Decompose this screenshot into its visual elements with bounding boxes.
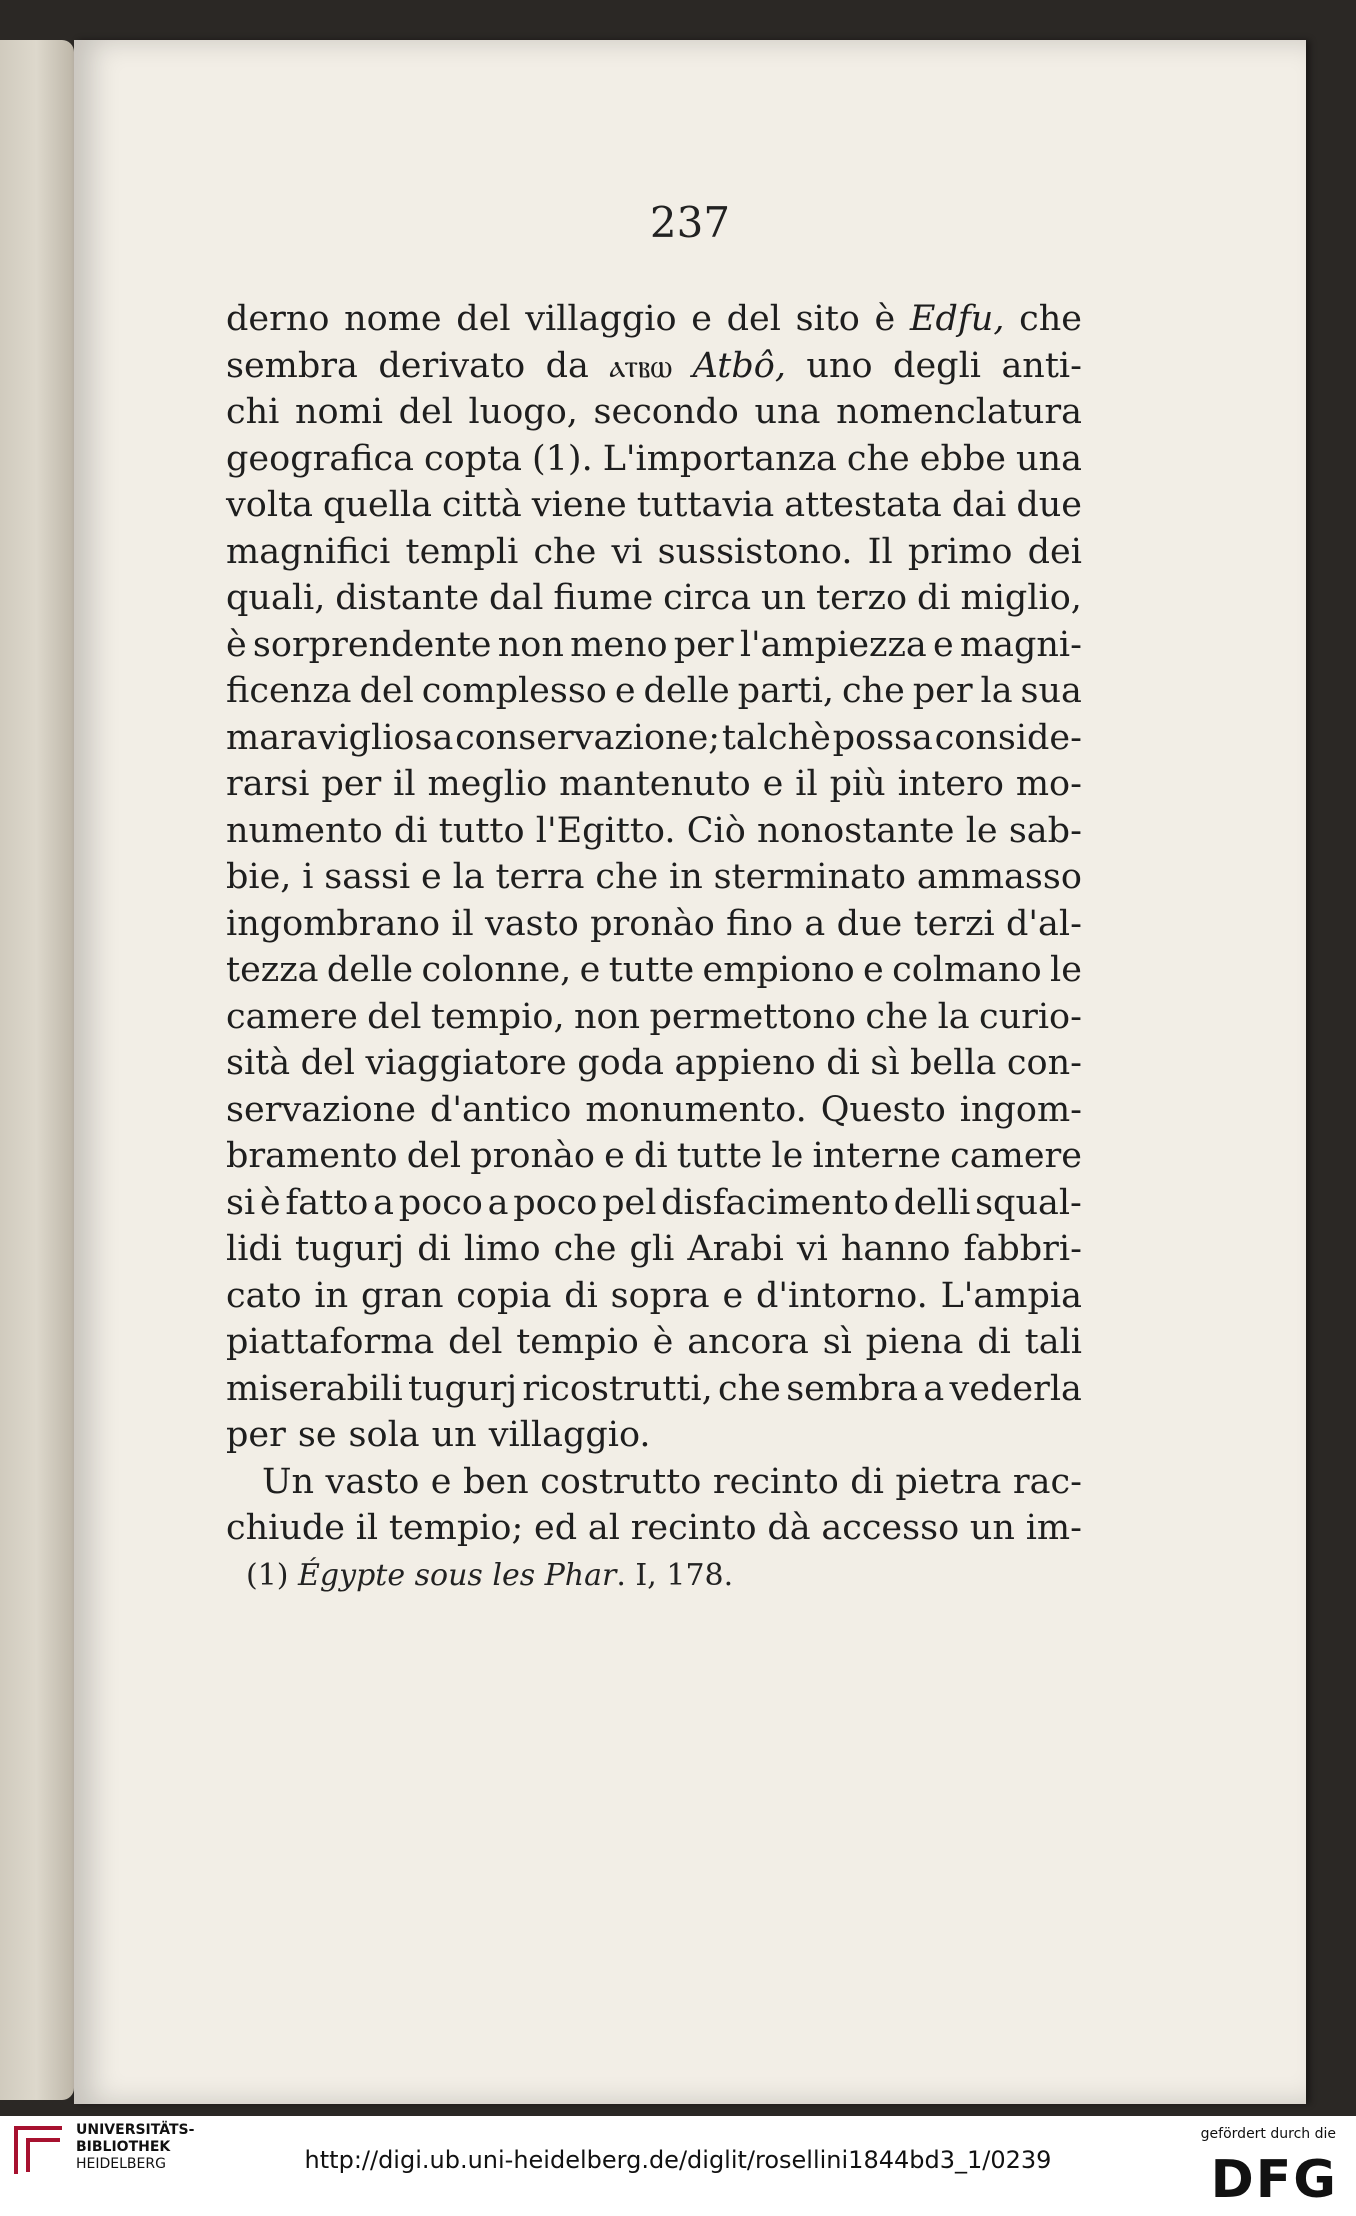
word: del [359, 671, 414, 711]
word: una [1015, 438, 1082, 479]
word: a [923, 1368, 945, 1409]
word: vasto [485, 903, 579, 944]
word: una [754, 392, 821, 432]
word: recinto [630, 1508, 757, 1548]
word: appieno [674, 1043, 816, 1083]
word: sorprendente [252, 624, 492, 665]
word: sembra [226, 345, 358, 386]
word: Arabi [687, 1229, 784, 1269]
word: hanno [840, 1229, 951, 1269]
text-line [226, 1226, 1082, 1273]
word: nomi [294, 392, 383, 432]
word: i [302, 857, 314, 897]
word: il [451, 903, 474, 944]
word: geografica [226, 438, 415, 479]
word: fino [726, 903, 794, 944]
word: magnifici [226, 531, 391, 572]
word: primo [907, 531, 1013, 572]
word: quali, [226, 578, 326, 618]
text-line [226, 296, 1082, 343]
word: e [762, 764, 784, 804]
word: (1). [532, 438, 593, 479]
word: nomenclatura [836, 392, 1082, 432]
footnote [246, 1558, 733, 1593]
word: possa [832, 717, 933, 758]
word: L'importanza [602, 438, 837, 479]
word: sua [1020, 671, 1082, 711]
word: sterminato [713, 857, 906, 897]
word: conservazione; [455, 717, 721, 758]
text-line [226, 575, 1082, 622]
text-line [226, 1505, 1082, 1552]
word: delle [643, 671, 730, 711]
text-line [226, 1180, 1082, 1227]
word: monumento. [585, 1089, 807, 1130]
word: gran [360, 1275, 444, 1316]
word: rac- [1012, 1461, 1082, 1502]
word: Il [867, 531, 893, 572]
word: di [564, 1275, 598, 1316]
word: un [431, 1415, 477, 1455]
word: Atbô, [692, 345, 786, 386]
word: tuttavia [636, 485, 775, 525]
word: sità [226, 1043, 291, 1083]
word: per [673, 624, 734, 665]
dfg-logo: DFG [1210, 2150, 1338, 2210]
word: e [722, 1275, 744, 1316]
word: in [314, 1275, 349, 1316]
word: sola [348, 1415, 420, 1455]
page-number: 237 [649, 198, 731, 247]
word: L'ampia [940, 1275, 1082, 1316]
word: camere [950, 1136, 1082, 1176]
word: terra [495, 857, 585, 897]
word: parti, [737, 671, 835, 711]
word: nome [344, 299, 442, 339]
book-page [74, 40, 1306, 2104]
word: il [795, 764, 818, 804]
text-line [226, 808, 1082, 855]
word: poco [513, 1182, 598, 1223]
word: quella [323, 485, 432, 525]
word: di [977, 1322, 1011, 1362]
word: villaggio [525, 299, 677, 339]
word: di [417, 1229, 451, 1269]
word: la [937, 996, 970, 1037]
text-line [226, 901, 1082, 948]
word: permettono [649, 996, 857, 1037]
left-page-fragment [0, 1454, 1, 1484]
word: che [553, 1229, 617, 1269]
word: sembra [786, 1368, 919, 1409]
word: pronào [590, 903, 715, 944]
text-line [226, 1133, 1082, 1180]
word: terzo [816, 578, 908, 618]
word: squal- [975, 1182, 1082, 1223]
word: di [393, 810, 428, 851]
word: vi [611, 531, 643, 572]
word: fatto [285, 1182, 369, 1223]
word: e [421, 857, 442, 897]
funded-by-label: gefördert durch die [1200, 2126, 1336, 2142]
word: l'Egitto. [535, 810, 676, 851]
text-line [226, 343, 1082, 390]
text-line [226, 994, 1082, 1041]
word: luogo, [468, 392, 578, 432]
word: conside- [934, 717, 1082, 758]
word: miserabili [226, 1368, 403, 1409]
word: del [448, 1322, 503, 1362]
word: derivato [378, 345, 526, 386]
word: mantenuto [559, 764, 751, 804]
word: in [669, 857, 703, 897]
word: servazione [226, 1089, 417, 1130]
text-line [226, 436, 1082, 483]
word: è [874, 299, 896, 339]
word: tezza [226, 950, 319, 990]
word: del [300, 1043, 355, 1083]
word: le [1050, 950, 1082, 990]
word: tugurj [407, 1368, 518, 1409]
text-line [226, 1366, 1082, 1413]
word: magni- [959, 624, 1082, 665]
text-line [226, 715, 1082, 762]
word: uno [806, 345, 873, 386]
word: del [398, 392, 453, 432]
word: sussistono. [657, 531, 853, 572]
word: tempio, [430, 996, 565, 1037]
word: circa [663, 578, 752, 618]
word: più [829, 764, 886, 804]
viewer-footer [0, 2116, 1356, 2216]
library-name-line: HEIDELBERG [76, 2156, 166, 2172]
word: che [846, 438, 910, 479]
word: distante [335, 578, 480, 618]
word: costrutto [540, 1461, 702, 1502]
word: sopra [610, 1275, 710, 1316]
word: a [804, 903, 826, 944]
word: attestata [784, 485, 942, 525]
word: a [373, 1182, 394, 1223]
word: sassi [324, 857, 411, 897]
word: chiude [226, 1508, 345, 1548]
word: nonostante [757, 810, 955, 851]
word: fabbri- [963, 1229, 1082, 1269]
word: goda [577, 1043, 664, 1083]
word: il [355, 1508, 379, 1548]
word: derno [226, 299, 330, 339]
word: di [826, 1043, 860, 1083]
word: colmano [892, 950, 1042, 990]
word: sì [870, 1043, 900, 1083]
word: dei [1027, 531, 1082, 572]
text-line [226, 1273, 1082, 1320]
word: poco [398, 1182, 483, 1223]
word: due [836, 903, 903, 944]
word: colonne, [421, 950, 572, 990]
word: ingom- [959, 1089, 1082, 1130]
word: la [452, 857, 485, 897]
text-line [226, 854, 1082, 901]
word: e [863, 950, 884, 990]
word: chi [226, 392, 280, 432]
word: gli [629, 1229, 675, 1269]
word: delli [893, 1182, 971, 1223]
word: sito [795, 299, 860, 339]
word: se [297, 1415, 337, 1455]
word: maravigliosa [226, 717, 454, 758]
word: che [1019, 299, 1082, 339]
permalink-url[interactable]: http://digi.ub.uni-heidelberg.de/diglit/rosellini1844bd3_1/0239 [304, 2146, 1052, 2174]
word: le [965, 810, 998, 851]
word: ficenza [226, 671, 352, 711]
word: da [545, 345, 589, 386]
word: fiume [553, 578, 654, 618]
word: ⲁⲧⲃⲱ [609, 346, 673, 385]
word: ricostrutti, [522, 1368, 713, 1409]
word: rarsi [226, 764, 310, 804]
word: complesso [421, 671, 607, 711]
word: Questo [820, 1089, 946, 1130]
word: vasto [325, 1461, 420, 1502]
word: volta [226, 485, 313, 525]
word: miglio, [960, 578, 1082, 618]
library-name-line: UNIVERSITÄTS- [76, 2122, 195, 2138]
word: ben [463, 1461, 529, 1502]
word: tempio; [388, 1508, 524, 1548]
word: pietra [895, 1461, 1002, 1502]
word: tutte [608, 950, 695, 990]
word: d'intorno. [756, 1275, 928, 1316]
text-line [226, 1040, 1082, 1087]
word: e [430, 1461, 452, 1502]
word: del [367, 996, 422, 1037]
word: non [573, 996, 641, 1037]
word: non [497, 624, 564, 665]
text-line [226, 668, 1082, 715]
text-line [226, 1319, 1082, 1366]
word: pronào [470, 1136, 595, 1176]
word: di [634, 1136, 668, 1176]
word: un [761, 578, 807, 618]
word: bramento [226, 1136, 398, 1176]
body-text [226, 296, 1082, 1552]
text-line [226, 482, 1082, 529]
word: tutto [438, 810, 525, 851]
word: intero [897, 764, 1004, 804]
word: talchè [721, 717, 831, 758]
word: pel [602, 1182, 657, 1223]
word: Un [262, 1461, 315, 1502]
word: delle [326, 950, 414, 990]
word: del [406, 1136, 462, 1176]
word: tugurj [295, 1229, 405, 1269]
word: degli [893, 345, 981, 386]
word: piena [865, 1322, 964, 1362]
word: di [850, 1461, 884, 1502]
word: e [579, 950, 601, 990]
word: le [771, 1136, 804, 1176]
word: Edfu, [909, 299, 1005, 339]
word: sì [822, 1322, 852, 1362]
text-line [226, 761, 1082, 808]
word: cato [226, 1275, 302, 1316]
word: viaggiatore [365, 1043, 567, 1083]
word: copia [456, 1275, 552, 1316]
word: curio- [978, 996, 1082, 1037]
text-line [226, 389, 1082, 436]
word: templi [405, 531, 519, 572]
word: che [595, 857, 659, 897]
word: la [980, 671, 1013, 711]
word: e [691, 299, 712, 339]
word: d'antico [429, 1089, 572, 1130]
word: lidi [226, 1229, 282, 1269]
word: per [321, 764, 382, 804]
word: d'al- [1006, 903, 1082, 944]
word: l'ampiezza [739, 624, 927, 665]
text-line [226, 1459, 1082, 1506]
word: del [726, 299, 781, 339]
word: mo- [1015, 764, 1082, 804]
word: e [933, 624, 954, 665]
left-page-edge [0, 40, 74, 2100]
word: ed [534, 1508, 578, 1548]
text-line [226, 622, 1082, 669]
word: che [533, 531, 597, 572]
word: secondo [593, 392, 739, 432]
word: bie, [226, 857, 292, 897]
word: meno [570, 624, 668, 665]
word: è [259, 1182, 281, 1223]
word: per [226, 1415, 286, 1455]
word: viene [531, 485, 627, 525]
word: di [916, 578, 951, 618]
word: bella [910, 1043, 997, 1083]
word: si [226, 1182, 256, 1223]
word: due [1016, 485, 1082, 525]
word: del [456, 299, 511, 339]
left-page-fragment [0, 1586, 1, 1616]
word: Ciò [686, 810, 746, 851]
left-page-fragment [0, 1498, 1, 1528]
text-line [226, 1412, 1082, 1459]
word: che [718, 1368, 781, 1409]
word: recinto [712, 1461, 839, 1502]
word: ingombrano [226, 903, 441, 944]
word: dà [767, 1508, 811, 1548]
word: villaggio. [488, 1415, 651, 1455]
word: meglio [427, 764, 548, 804]
word: e [604, 1136, 625, 1176]
word: interne [812, 1136, 941, 1176]
word: anti- [1001, 345, 1082, 386]
word: tempio [516, 1322, 639, 1362]
word: terzi [913, 903, 995, 944]
word: disfacimento [661, 1182, 889, 1223]
word: copta [424, 438, 523, 479]
word: im- [1025, 1508, 1082, 1548]
word: con- [1006, 1043, 1082, 1083]
word: ancora [687, 1322, 809, 1362]
word: vi [796, 1229, 828, 1269]
word: tali [1024, 1322, 1082, 1362]
word: limo [463, 1229, 541, 1269]
word: ammasso [916, 857, 1082, 897]
word: e [614, 671, 636, 711]
word: città [441, 485, 522, 525]
word: un [969, 1508, 1015, 1548]
text-line [226, 947, 1082, 994]
text-line [226, 529, 1082, 576]
word: dai [951, 485, 1007, 525]
word: camere [226, 996, 358, 1037]
word: al [587, 1508, 620, 1548]
word: tutte [676, 1136, 763, 1176]
word: ebbe [919, 438, 1006, 479]
word: è [652, 1322, 674, 1362]
word: è [226, 624, 247, 665]
word: il [393, 764, 416, 804]
library-name-line: BIBLIOTHEK [76, 2139, 171, 2155]
word: piattaforma [226, 1322, 435, 1362]
word: sab- [1008, 810, 1082, 851]
word: numento [226, 810, 383, 851]
footnote-text: (1) Égypte sous les Phar. I, 178. [246, 1558, 734, 1593]
text-line [226, 1087, 1082, 1134]
word: empiono [702, 950, 855, 990]
word: per [912, 671, 973, 711]
word: vederla [949, 1368, 1082, 1409]
word: che [841, 671, 905, 711]
word: dal [488, 578, 544, 618]
word: accesso [821, 1508, 960, 1548]
word: che [865, 996, 929, 1037]
word: a [487, 1182, 509, 1223]
